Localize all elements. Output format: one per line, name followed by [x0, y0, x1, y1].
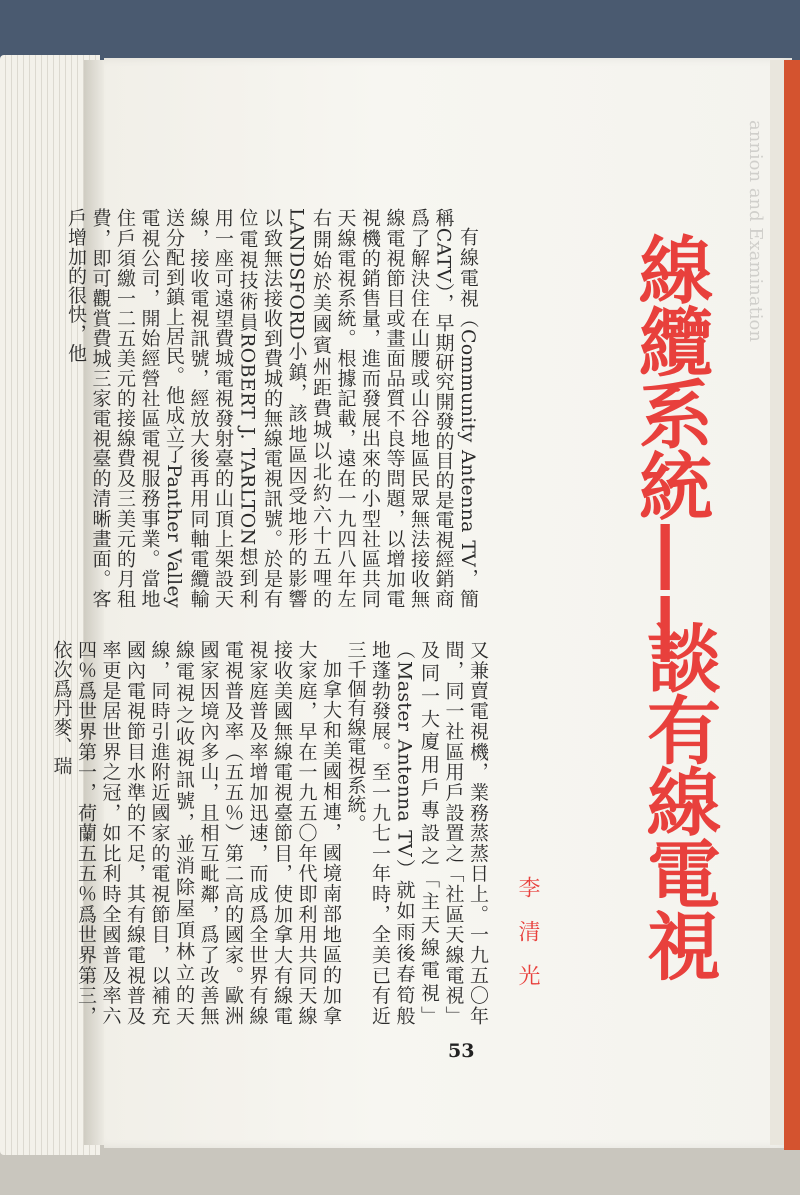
book-cover-edge	[784, 60, 800, 1150]
body-text-lower	[50, 640, 490, 1025]
body-text-upper	[65, 208, 480, 608]
paragraph-2: 加拿大和美國相連，國境南部地區的加拿大家庭，早在一九五〇年代即利用共同天線接收美國無線電視臺節目，使加拿大有線電視家庭普及率增加迅速，而成爲全世界有線電視普及率（五五％）第二高的國家。歐洲國家因境內多山，且相互毗鄰，爲了改善無線電視之收視訊號，並消除屋頂林立的天線，同時引進附近國家的電視節目，以補充國內電視節目水準的不足，其有線電視普及率更是居世界之冠，如比利時全國普及率六四％爲世界第一，荷蘭五五％爲世界第三，依次爲丹麥、瑞	[50, 640, 342, 1025]
page-number: 53	[448, 1040, 475, 1062]
paragraph-1: 有線電視（Community Antenna TV，簡稱CATV），早期研究開發的目的是電視經銷商爲了解決住在山腰或山谷地區民眾無法接收無線電視節目或畫面品質不良等問題，以增加電視機的銷售量，進而發展出來的小型社區共同天線電視系統。根據記載，遠在一九四八年左右開始於美國賓州距費城以北約六十五哩的LANDSFORD小鎮，該地區因受地形的影響以致無法接收到費城的無線電視訊號。於是有位電視技術員ROBERT J. TARLTON想到利用一座可遠望費城電視發射臺的山頂上架設天線，接收電視訊號，經放大後再用同軸電纜輸送分配到鎮上居民。他成立了Panther Valley電視公司，開始經營社區電視服務事業。當地住戶須繳一二五美元的接線費及三美元的月租費，即可觀賞費城三家電視臺的清晰畫面。客戶增加的很快，他	[65, 208, 479, 608]
facing-page-bleed-through: annion and Examination	[745, 120, 766, 342]
paragraph-1-continued: 又兼賣電視機，業務蒸蒸日上。一九五〇年間，同一社區用戶設置之「社區天線電視」及同一大廈用戶專設之「主天線電視」（Master Antenna TV）就如雨後春筍般地蓬勃發展。至一九七一年時，全美已有近三千個有線電視系統。	[344, 640, 489, 1025]
article-author: 李清光	[515, 876, 540, 1008]
article-title-line1: 線纜系統——	[627, 232, 713, 664]
article-title-line2: 談有線電視	[635, 620, 721, 980]
